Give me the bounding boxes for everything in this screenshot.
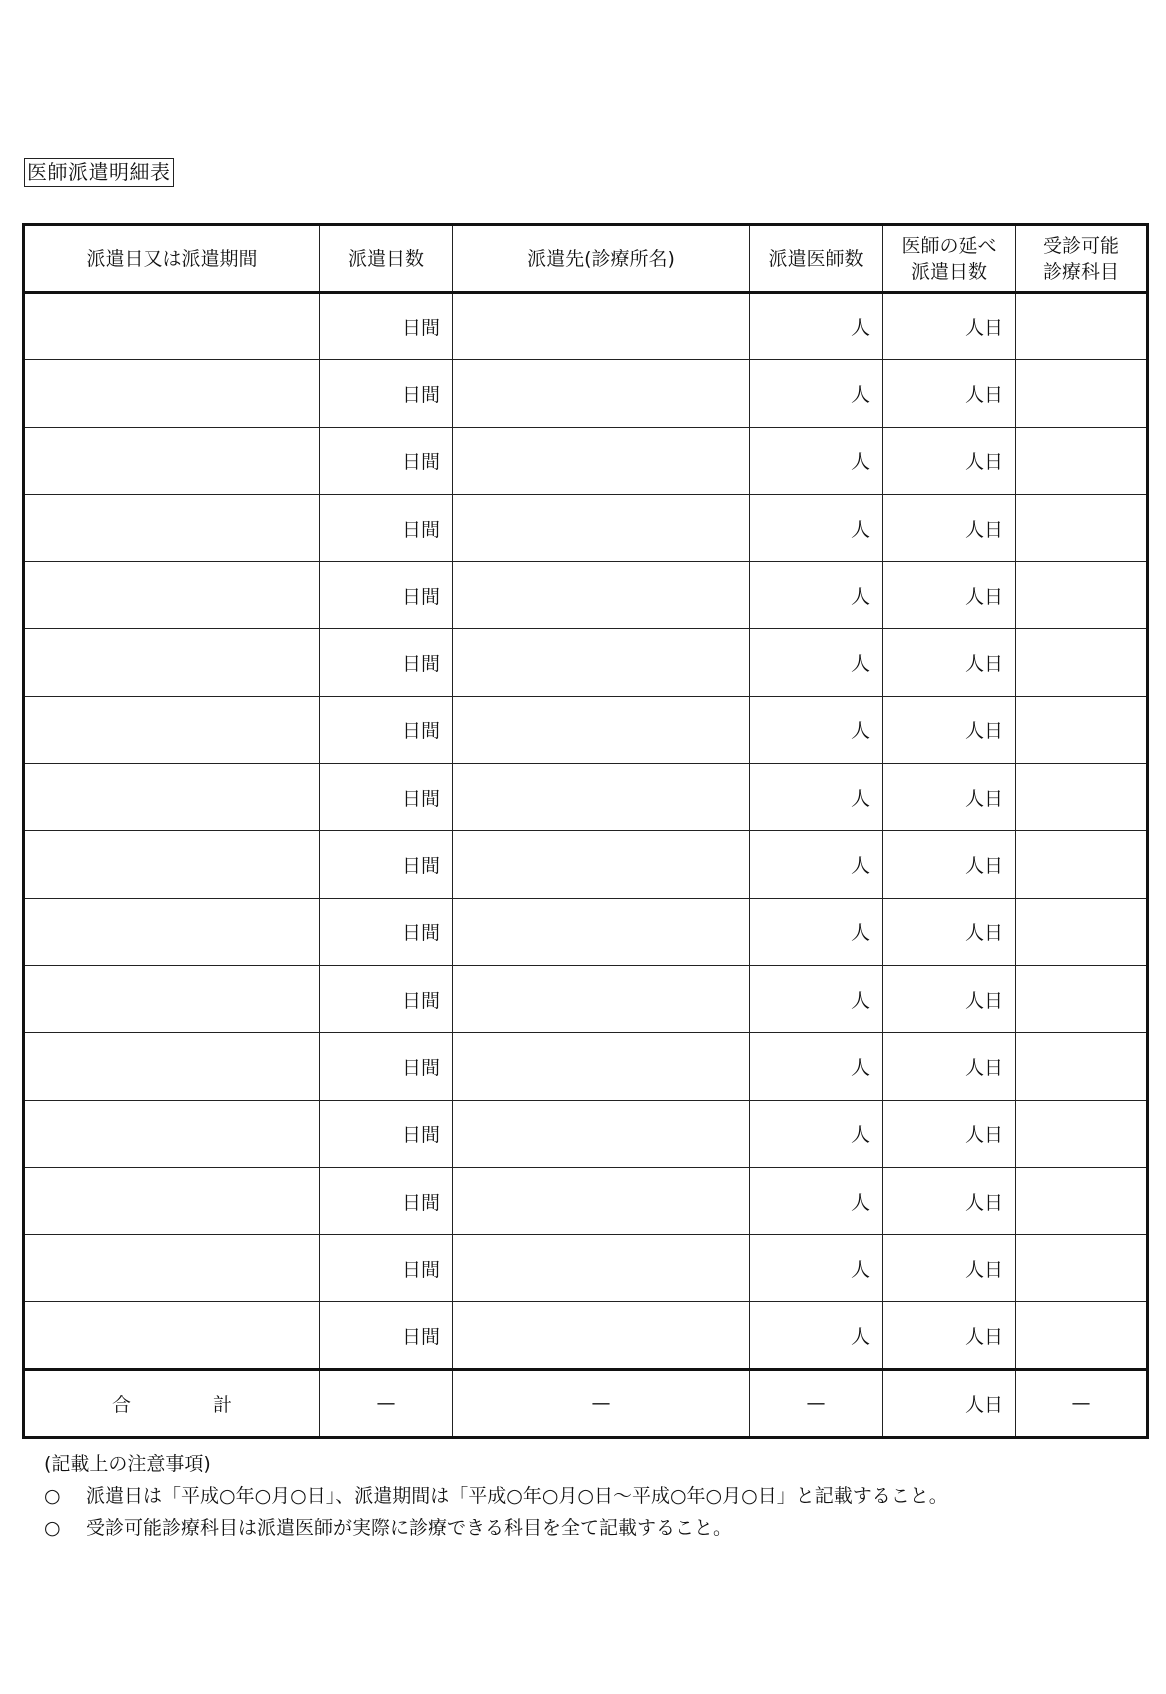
document-title: 医師派遣明細表 [24, 158, 174, 187]
cell-period[interactable] [24, 494, 320, 561]
cell-clinic[interactable] [453, 831, 750, 898]
header-period: 派遣日又は派遣期間 [24, 225, 320, 293]
cell-subjects[interactable] [1016, 1167, 1148, 1234]
table-row [24, 494, 1148, 561]
cell-subjects[interactable] [1016, 562, 1148, 629]
table-row [24, 898, 1148, 965]
cell-doctor-count[interactable]: 人 [750, 494, 883, 561]
header-row [24, 225, 1148, 293]
cell-person-days[interactable]: 人日 [883, 1302, 1016, 1369]
header-doctor-count: 派遣医師数 [750, 225, 883, 293]
cell-subjects[interactable] [1016, 360, 1148, 427]
cell-subjects[interactable] [1016, 1100, 1148, 1167]
table-row [24, 293, 1148, 360]
cell-person-days[interactable]: 人日 [883, 629, 1016, 696]
cell-days[interactable]: 日間 [320, 1235, 453, 1302]
table-row [24, 1235, 1148, 1302]
cell-period[interactable] [24, 696, 320, 763]
total-label-part1: 合 [111, 1393, 131, 1416]
cell-doctor-count[interactable]: 人 [750, 1033, 883, 1100]
cell-period[interactable] [24, 1033, 320, 1100]
total-label [24, 1369, 320, 1437]
dispatch-detail-table [22, 223, 1149, 1439]
cell-doctor-count[interactable]: 人 [750, 831, 883, 898]
cell-subjects[interactable] [1016, 898, 1148, 965]
cell-doctor-count[interactable]: 人 [750, 898, 883, 965]
notes-heading: (記載上の注意事項) [44, 1453, 211, 1475]
cell-clinic[interactable] [453, 1033, 750, 1100]
header-clinic: 派遣先(診療所名) [453, 225, 750, 293]
cell-clinic[interactable] [453, 293, 750, 360]
table-row [24, 965, 1148, 1032]
cell-period[interactable] [24, 1302, 320, 1369]
total-person-days: 人日 [883, 1369, 1016, 1437]
cell-days[interactable]: 日間 [320, 293, 453, 360]
table-row [24, 629, 1148, 696]
cell-days[interactable]: 日間 [320, 1302, 453, 1369]
cell-period[interactable] [24, 1100, 320, 1167]
cell-period[interactable] [24, 427, 320, 494]
total-days: — [320, 1369, 453, 1437]
cell-subjects[interactable] [1016, 831, 1148, 898]
cell-doctor-count[interactable]: 人 [750, 1235, 883, 1302]
cell-person-days[interactable]: 人日 [883, 696, 1016, 763]
cell-subjects[interactable] [1016, 696, 1148, 763]
cell-period[interactable] [24, 562, 320, 629]
cell-period[interactable] [24, 898, 320, 965]
cell-days[interactable]: 日間 [320, 360, 453, 427]
header-subjects-line2: 診療科目 [1042, 260, 1119, 283]
cell-clinic[interactable] [453, 696, 750, 763]
cell-person-days[interactable]: 人日 [883, 427, 1016, 494]
table-row [24, 427, 1148, 494]
cell-clinic[interactable] [453, 360, 750, 427]
total-doctors: — [750, 1369, 883, 1437]
cell-doctor-count[interactable]: 人 [750, 965, 883, 1032]
cell-doctor-count[interactable]: 人 [750, 764, 883, 831]
cell-doctor-count[interactable]: 人 [750, 1167, 883, 1234]
table-header [24, 225, 1148, 293]
cell-subjects[interactable] [1016, 494, 1148, 561]
cell-doctor-count[interactable]: 人 [750, 1100, 883, 1167]
cell-doctor-count[interactable]: 人 [750, 629, 883, 696]
cell-days[interactable]: 日間 [320, 1167, 453, 1234]
cell-period[interactable] [24, 764, 320, 831]
cell-period[interactable] [24, 1235, 320, 1302]
cell-person-days[interactable]: 人日 [883, 831, 1016, 898]
cell-period[interactable] [24, 965, 320, 1032]
cell-person-days[interactable]: 人日 [883, 562, 1016, 629]
cell-person-days[interactable]: 人日 [883, 293, 1016, 360]
cell-subjects[interactable] [1016, 629, 1148, 696]
table-row [24, 1033, 1148, 1100]
note-text-2: 受診可能診療科目は派遣医師が実際に診療できる科目を全て記載すること。 [86, 1517, 733, 1539]
cell-person-days[interactable]: 人日 [883, 1033, 1016, 1100]
cell-person-days[interactable]: 人日 [883, 764, 1016, 831]
table-row [24, 562, 1148, 629]
header-person-days-line1: 医師の延べ [901, 234, 997, 257]
cell-days[interactable]: 日間 [320, 831, 453, 898]
cell-subjects[interactable] [1016, 293, 1148, 360]
cell-days[interactable]: 日間 [320, 1033, 453, 1100]
cell-doctor-count[interactable]: 人 [750, 293, 883, 360]
header-subjects [1016, 225, 1148, 293]
header-days: 派遣日数 [320, 225, 453, 293]
header-person-days-line2: 派遣日数 [910, 260, 987, 283]
cell-doctor-count[interactable]: 人 [750, 696, 883, 763]
cell-doctor-count[interactable]: 人 [750, 360, 883, 427]
cell-days[interactable]: 日間 [320, 965, 453, 1032]
cell-period[interactable] [24, 629, 320, 696]
cell-person-days[interactable]: 人日 [883, 1167, 1016, 1234]
cell-subjects[interactable] [1016, 764, 1148, 831]
cell-days[interactable]: 日間 [320, 562, 453, 629]
table-row [24, 831, 1148, 898]
notes-section [44, 1448, 948, 1544]
cell-subjects[interactable] [1016, 1235, 1148, 1302]
cell-clinic[interactable] [453, 898, 750, 965]
cell-person-days[interactable]: 人日 [883, 494, 1016, 561]
table-row [24, 1100, 1148, 1167]
cell-subjects[interactable] [1016, 1033, 1148, 1100]
cell-days[interactable]: 日間 [320, 427, 453, 494]
header-subjects-line1: 受診可能 [1042, 234, 1119, 257]
bullet-circle-icon: ○ [44, 1485, 61, 1507]
total-clinic: — [453, 1369, 750, 1437]
cell-days[interactable]: 日間 [320, 696, 453, 763]
cell-clinic[interactable] [453, 427, 750, 494]
cell-person-days[interactable]: 人日 [883, 1100, 1016, 1167]
cell-doctor-count[interactable]: 人 [750, 1302, 883, 1369]
table-row [24, 1167, 1148, 1234]
cell-period[interactable] [24, 360, 320, 427]
cell-person-days[interactable]: 人日 [883, 1235, 1016, 1302]
note-item-1 [44, 1480, 948, 1512]
total-row [24, 1369, 1148, 1437]
cell-days[interactable]: 日間 [320, 494, 453, 561]
cell-subjects[interactable] [1016, 1302, 1148, 1369]
cell-doctor-count[interactable]: 人 [750, 562, 883, 629]
cell-clinic[interactable] [453, 1302, 750, 1369]
cell-days[interactable]: 日間 [320, 764, 453, 831]
note-item-2 [44, 1512, 948, 1544]
cell-subjects[interactable] [1016, 965, 1148, 1032]
cell-clinic[interactable] [453, 1100, 750, 1167]
cell-person-days[interactable]: 人日 [883, 965, 1016, 1032]
table-row [24, 764, 1148, 831]
table-row [24, 360, 1148, 427]
cell-clinic[interactable] [453, 1167, 750, 1234]
table-body [24, 293, 1148, 1370]
cell-period[interactable] [24, 1167, 320, 1234]
cell-days[interactable]: 日間 [320, 898, 453, 965]
header-person-days [883, 225, 1016, 293]
table-row [24, 696, 1148, 763]
cell-days[interactable]: 日間 [320, 629, 453, 696]
cell-clinic[interactable] [453, 1235, 750, 1302]
cell-person-days[interactable]: 人日 [883, 898, 1016, 965]
cell-clinic[interactable] [453, 494, 750, 561]
total-subjects: — [1016, 1369, 1148, 1437]
cell-clinic[interactable] [453, 629, 750, 696]
cell-period[interactable] [24, 293, 320, 360]
table-row [24, 1302, 1148, 1369]
cell-person-days[interactable]: 人日 [883, 360, 1016, 427]
table-footer [24, 1369, 1148, 1437]
bullet-circle-icon: ○ [44, 1517, 61, 1539]
note-text-1: 派遣日は「平成○年○月○日」、派遣期間は「平成○年○月○日～平成○年○月○日」と記載すること。 [86, 1485, 948, 1507]
cell-days[interactable]: 日間 [320, 1100, 453, 1167]
cell-subjects[interactable] [1016, 427, 1148, 494]
cell-clinic[interactable] [453, 562, 750, 629]
cell-doctor-count[interactable]: 人 [750, 427, 883, 494]
cell-clinic[interactable] [453, 764, 750, 831]
cell-clinic[interactable] [453, 965, 750, 1032]
total-label-part2: 計 [213, 1393, 233, 1416]
cell-period[interactable] [24, 831, 320, 898]
